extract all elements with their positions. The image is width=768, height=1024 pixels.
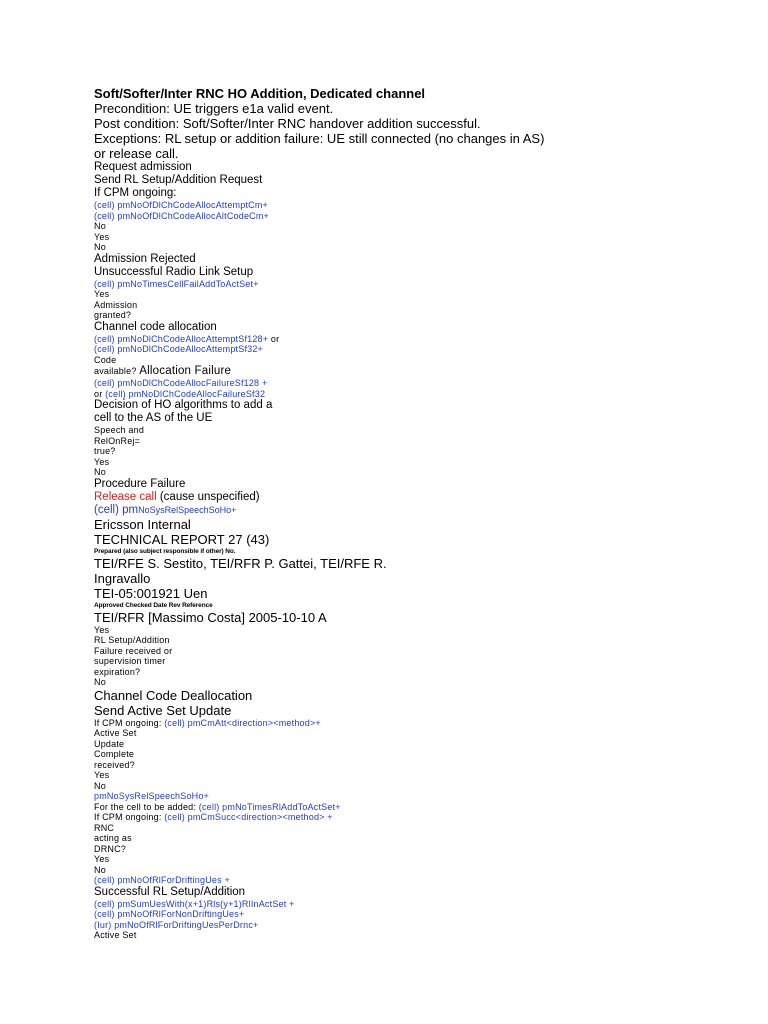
yes-label-3: Yes — [94, 456, 110, 467]
exceptions-text: Exceptions: RL setup or addition failure: UE still connected (no changes in AS) or release call. — [94, 131, 545, 161]
release-call-label: Release call — [94, 490, 157, 503]
yes-label-6: Yes — [94, 854, 110, 864]
failure-received-label: Failure received or — [94, 645, 173, 656]
drnc-label: DRNC? — [94, 843, 127, 854]
for-cell-added-label: For the cell to be added: — [94, 801, 199, 812]
counter-failure-sf32: (cell) pmNoDlChCodeAllocFailureSf32 — [105, 388, 266, 399]
cm-att-line — [94, 718, 554, 729]
expiration-label: expiration? — [94, 666, 141, 677]
precondition-text: Precondition: UE triggers e1a valid event. — [94, 101, 334, 116]
cell-pm-prefix: (cell) pm — [94, 503, 139, 516]
available-line — [94, 365, 554, 378]
counter-attempt-sf128-line — [94, 334, 554, 345]
complete-label: Complete — [94, 749, 135, 759]
counter-attempt-cm: (cell) pmNoOfDlChCodeAllocAttemptCm+ — [94, 200, 268, 210]
yes-label-2: Yes — [94, 289, 110, 299]
procedure-failure-label: Procedure Failure — [94, 477, 186, 490]
counter-sum-ues: (cell) pmSumUesWith(x+1)Rls(y+1)RlInActSet + — [94, 898, 295, 909]
no-label-4: No — [94, 677, 106, 687]
send-active-set-label: Send Active Set Update — [94, 702, 232, 718]
no-label-5: No — [94, 780, 106, 791]
unsuccessful-rl-setup-label: Unsuccessful Radio Link Setup — [94, 265, 254, 278]
counter-cm-succ: (cell) pmCmSucc<direction><method> + — [164, 812, 333, 822]
counter-drifting: (cell) pmNoOfRlForDriftingUes + — [94, 875, 230, 885]
or-text-1: or — [268, 333, 280, 344]
available-label: available? — [94, 366, 137, 376]
rnc-label: RNC — [94, 822, 115, 833]
document-body — [94, 86, 554, 941]
nosys-speech-counter-2: pmNoSysRelSpeechSoHo+ — [94, 791, 210, 801]
no-label-2: No — [94, 242, 106, 252]
true-question-label: true? — [94, 446, 116, 456]
if-cpm-label-2: If CPM ongoing: — [94, 717, 165, 728]
counter-fail-add: (cell) pmNoTimesCellFailAddToActSet+ — [94, 278, 259, 289]
ericsson-internal-label: Ericsson Internal — [94, 516, 191, 532]
decision-line-2: cell to the AS of the UE — [94, 412, 213, 424]
cause-unspecified-label: (cause unspecified) — [156, 490, 260, 503]
document-title: Soft/Softer/Inter RNC HO Addition, Dedicated channel — [94, 86, 426, 101]
received-label: received? — [94, 759, 135, 770]
counter-failure-sf128: (cell) pmNoDlChCodeAllocFailureSf128 + — [94, 378, 268, 388]
successful-rl-setup-label: Successful RL Setup/Addition — [94, 885, 246, 898]
authors-line-1: TEI/RFE S. Sestito, TEI/RFR P. Gattei, TEI/RFE R. — [94, 555, 387, 571]
speech-and-label: Speech and — [94, 425, 145, 435]
acting-as-label: acting as — [94, 833, 132, 843]
authors-line-2: Ingravallo — [94, 570, 151, 586]
technical-report-label: TECHNICAL REPORT 27 (43) — [94, 531, 270, 547]
release-call-line — [94, 491, 554, 504]
postcondition-text: Post condition: Soft/Softer/Inter RNC handover addition successful. — [94, 116, 481, 131]
relonrej-label: RelOnRej= — [94, 435, 141, 446]
admission-label: Admission — [94, 299, 138, 310]
no-label-3: No — [94, 467, 106, 477]
counter-attempt-sf32: (cell) pmNoDlChCodeAllocAttemptSf32+ — [94, 344, 264, 354]
counter-attempt-sf128: (cell) pmNoDlChCodeAllocAttemptSf128+ — [94, 333, 269, 344]
counter-cm-att: (cell) pmCmAtt<direction><method>+ — [164, 717, 321, 728]
active-set-label-1: Active Set — [94, 728, 137, 738]
update-label: Update — [94, 738, 125, 749]
channel-code-allocation-label: Channel code allocation — [94, 320, 217, 333]
cm-succ-line — [94, 812, 554, 823]
or-text-2: or — [94, 388, 106, 399]
rl-setup-addition-label: RL Setup/Addition — [94, 635, 170, 645]
active-set-label-2: Active Set — [94, 930, 137, 940]
admission-rejected-label: Admission Rejected — [94, 252, 196, 265]
request-admission-label: Request admission — [94, 161, 192, 173]
send-rl-setup-label: Send RL Setup/Addition Request — [94, 174, 263, 186]
nosys-speech-line — [94, 504, 554, 517]
yes-label-5: Yes — [94, 770, 110, 780]
rl-add-line — [94, 802, 554, 813]
allocation-failure-label: Allocation Failure — [136, 365, 232, 377]
counter-iur-drifting: (Iur) pmNoOfRlForDriftingUesPerDrnc+ — [94, 919, 259, 930]
counter-failure-sf32-line — [94, 389, 554, 400]
granted-label: granted? — [94, 310, 132, 320]
counter-alt-code-cm: (cell) pmNoOfDlChCodeAllocAltCodeCm+ — [94, 210, 270, 221]
no-label-1: No — [94, 221, 106, 231]
supervision-timer-label: supervision timer — [94, 656, 166, 666]
no-label-6: No — [94, 864, 106, 875]
code-label: Code — [94, 354, 117, 365]
counter-rl-add: (cell) pmNoTimesRlAddToActSet+ — [198, 801, 341, 812]
approval-line: TEI/RFR [Massimo Costa] 2005-10-10 A — [94, 609, 327, 625]
counter-non-drifting: (cell) pmNoOfRlForNonDriftingUes+ — [94, 909, 245, 919]
nosys-speech-counter: NoSysRelSpeechSoHo+ — [138, 504, 237, 515]
yes-label-4: Yes — [94, 624, 110, 635]
prepared-label: Prepared (also subject responsible if other) No. — [94, 547, 236, 555]
approved-label: Approved Checked Date Rev Reference — [94, 601, 213, 609]
yes-label-1: Yes — [94, 231, 110, 242]
document-number: TEI-05:001921 Uen — [94, 585, 208, 601]
channel-code-dealloc-label: Channel Code Deallocation — [94, 687, 253, 703]
if-cpm-label-3: If CPM ongoing: — [94, 812, 165, 822]
if-cpm-label: If CPM ongoing: — [94, 187, 177, 199]
decision-line-1: Decision of HO algorithms to add a — [94, 399, 273, 411]
